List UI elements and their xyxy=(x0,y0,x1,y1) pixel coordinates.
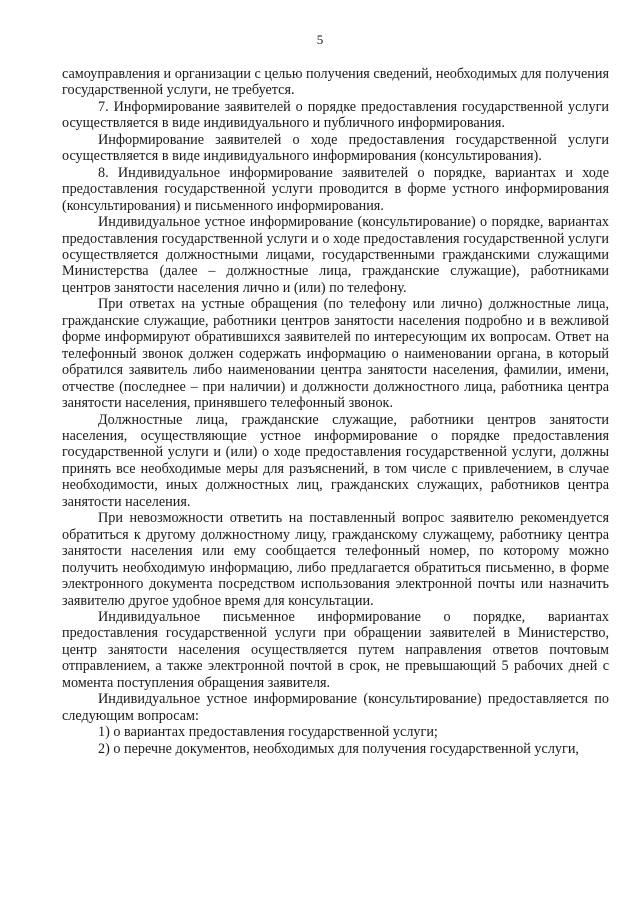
paragraph: самоуправления и организации с целью получения сведений, необходимых для получения государственной услуги, не требуется. xyxy=(62,66,609,99)
paragraph: 1) о вариантах предоставления государственной услуги; xyxy=(98,724,438,741)
paragraph: Должностные лица, гражданские служащие, работники центров занятости населения, осуществляющие устное информирование о порядке предоставления государственной услуги и (или) о ходе предоставления государственной услуги, должны принять все необходимые меры для разъяснений, в том числе с привлечением, в случае необходимости, иных должностных лиц, гражданских служащих, работников центра занятости населения. xyxy=(62,411,609,510)
body-text xyxy=(62,66,609,757)
paragraph: Информирование заявителей о ходе предоставления государственной услуги осуществляется в виде индивидуального информирования (консультирования). xyxy=(62,131,609,165)
paragraph: 8. Индивидуальное информирование заявителей о порядке, вариантах и ходе предоставления государственной услуги проводится в форме устного информирования (консультирования) и письменного информирования. xyxy=(62,164,609,214)
paragraph: Индивидуальное письменное информирование о порядке, вариантах предоставления государственной услуги при обращении заявителей в Министерство, центр занятости населения осуществляется путем направления ответов почтовым отправлением, а также электронной почтой в срок, не превышающий 5 рабочих дней с момента поступления обращения заявителя. xyxy=(62,608,609,691)
paragraph: Индивидуальное устное информирование (консультирование) о порядке, вариантах предоставления государственной услуги и о ходе предоставления государственной услуги осуществляется должностными лицами, государственными гражданскими служащими Министерства (далее – должностные лица, гражданские служащие), работниками центров занятости населения лично и (или) по телефону. xyxy=(62,214,609,296)
paragraph: 7. Информирование заявителей о порядке предоставления государственной услуги осуществляется в виде индивидуального и публичного информирования. xyxy=(62,98,609,132)
paragraph: При невозможности ответить на поставленный вопрос заявителю рекомендуется обратиться к другому должностному лицу, гражданскому служащему, работнику центра занятости населения или ему сообщается телефонный номер, по которому можно получить необходимую информацию, либо предлагается обратиться письменно, в форме электронного документа посредством использования электронной почты или назначить заявителю другое удобное время для консультации. xyxy=(62,510,609,609)
paragraph: Индивидуальное устное информирование (консультирование) предоставляется по следующим вопросам: xyxy=(62,691,609,724)
paragraph: 2) о перечне документов, необходимых для получения государственной услуги, xyxy=(98,740,579,757)
paragraph: При ответах на устные обращения (по телефону или лично) должностные лица, гражданские служащие, работники центров занятости населения подробно и в вежливой форме информируют обратившихся заявителей по интересующим их вопросам. Ответ на телефонный звонок должен содержать информацию о наименовании органа, в который обратился заявитель либо наименовании центра занятости населения, фамилии, имени, отчестве (последнее – при наличии) и должности должностного лица, работника центра занятости населения, принявшего телефонный звонок. xyxy=(62,296,609,412)
page-number: 5 xyxy=(316,32,324,47)
